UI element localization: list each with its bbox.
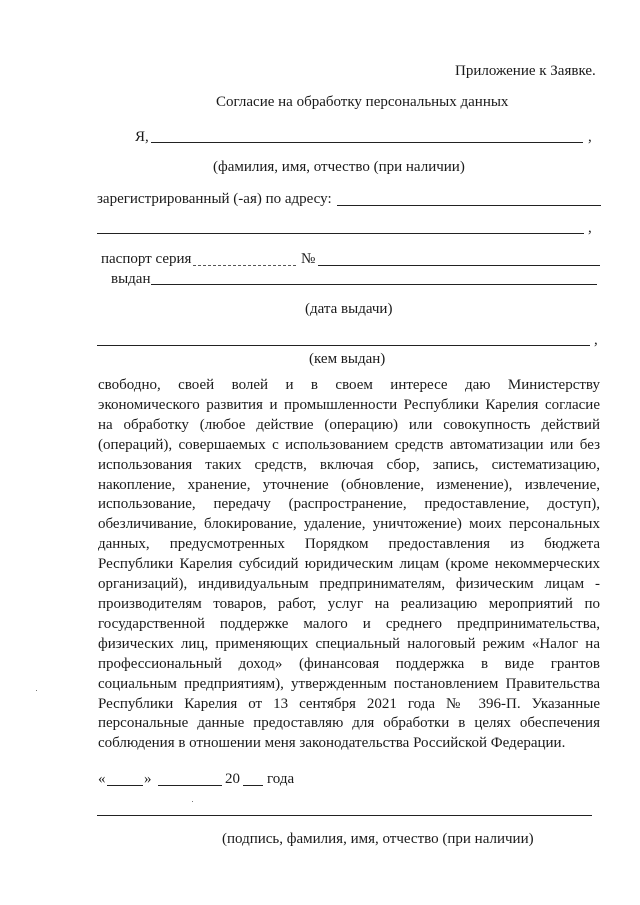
consent-paragraph: [98, 376, 600, 754]
consent-line: (операций), совершаемых с использованием средств автоматизации или без: [98, 436, 600, 453]
consent-line: экономического развития и промышленности Республики Карелия согласие: [98, 396, 600, 413]
month-field[interactable]: [158, 785, 222, 786]
passport-series-field[interactable]: [193, 265, 296, 266]
signature-field-line[interactable]: [97, 815, 592, 816]
scan-speck: [192, 801, 193, 802]
consent-line: физических лиц, применяющих специальный налоговый режим «Налог на: [98, 635, 600, 652]
appendix-note: Приложение к Заявке.: [455, 63, 596, 79]
passport-number-sign: №: [301, 251, 316, 267]
consent-line: данных, предусмотренных Порядком предоставления из бюджета: [98, 536, 600, 553]
consent-line: свободно, своей волей и в своем интересе даю Министерству: [98, 377, 600, 393]
consent-line: профессиональный доход» (финансовая поддержка в виде грантов: [98, 655, 600, 672]
passport-number-field[interactable]: [318, 265, 600, 266]
consent-line: социальным предприятиям), утвержденным постановлением Правительства: [98, 675, 600, 692]
passport-series-label: паспорт серия: [101, 251, 192, 267]
consent-line: накопление, хранение, уточнение (обновление, изменение), извлечение,: [98, 476, 600, 493]
consent-line: Республики Карелия субсидий юридическим лицам (кроме некоммерческих: [98, 556, 600, 573]
year-suffix: года: [267, 771, 295, 787]
year-field[interactable]: [243, 785, 263, 786]
signature-caption: (подпись, фамилия, имя, отчество (при наличии): [222, 831, 534, 847]
issue-date-caption: (дата выдачи): [305, 301, 393, 317]
consent-line: обезличивание, блокирование, удаление, уничтожение) моих персональных: [98, 516, 600, 533]
consent-line: на обработку (любое действие (операцию) или совокупность действий: [98, 416, 600, 433]
consent-line: организаций), индивидуальным предпринимателям, физическим лицам -: [98, 576, 600, 593]
consent-line: использования таких средств, включая сбор, запись, систематизацию,: [98, 456, 600, 473]
address-comma: ,: [588, 220, 592, 236]
consent-line: Республики Карелия от 13 сентября 2021 года № 396-П. Указанные: [98, 695, 600, 712]
i-prefix: Я,: [135, 129, 149, 145]
consent-line: производителям товаров, работ, услуг на реализацию мероприятий по: [98, 595, 600, 612]
consent-line: использование, передачу (распространение, предоставление, доступ),: [98, 496, 600, 513]
fio-comma: ,: [588, 129, 592, 145]
year-prefix: 20: [225, 771, 240, 787]
consent-line: государственной поддержке малого и среднего предпринимательства,: [98, 615, 600, 632]
issued-by-comma: ,: [594, 332, 598, 348]
issued-label: выдан: [111, 271, 151, 287]
fio-field-line[interactable]: [151, 142, 583, 143]
issued-by-field[interactable]: [97, 345, 590, 346]
issue-date-field[interactable]: [151, 284, 597, 285]
consent-line: соблюдения в отношении меня законодательства Российской Федерации.: [98, 735, 566, 752]
consent-line: персональные данные предоставляю для обработки в целях обеспечения: [98, 715, 600, 732]
day-field[interactable]: [107, 785, 143, 786]
fio-caption: (фамилия, имя, отчество (при наличии): [213, 159, 465, 175]
issued-by-caption: (кем выдан): [309, 351, 386, 367]
date-open-quote: «: [98, 771, 106, 787]
registered-address-label: зарегистрированный (-ая) по адресу:: [97, 191, 332, 207]
document-title: Согласие на обработку персональных данных: [216, 94, 509, 110]
address-field-line-2[interactable]: [97, 233, 584, 234]
address-field-line-1[interactable]: [337, 205, 601, 206]
date-close-quote: »: [144, 771, 152, 787]
scan-speck: [36, 690, 37, 691]
